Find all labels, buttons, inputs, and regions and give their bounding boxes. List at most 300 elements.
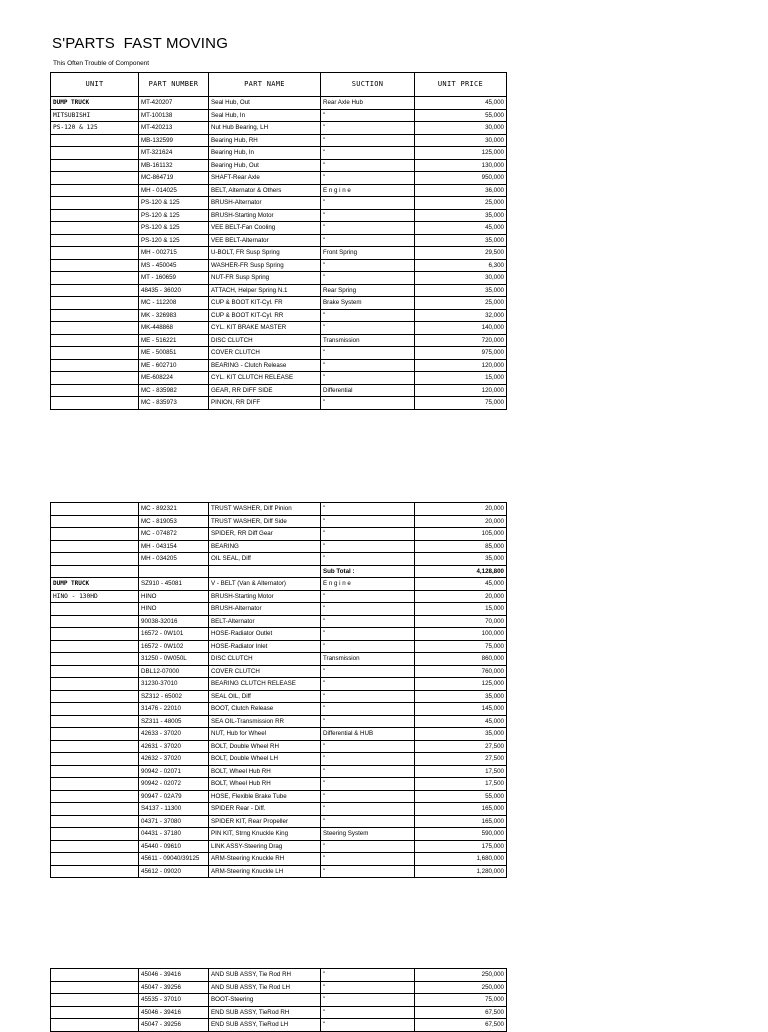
cell-unit-price: 145,000	[415, 703, 507, 716]
cell-unit-price: 35,000	[415, 728, 507, 741]
cell-part-number: 31476 - 22010	[139, 703, 209, 716]
cell-unit-price: 105,000	[415, 528, 507, 541]
cell-part-number: 45047 - 39256	[139, 981, 209, 994]
cell-unit: DUMP TRUCK	[51, 578, 139, 591]
cell-part-number: PS-120 & 125	[139, 197, 209, 210]
cell-unit	[51, 347, 139, 360]
cell-unit	[51, 247, 139, 260]
cell-unit-price: 67,500	[415, 1006, 507, 1019]
table-row	[51, 159, 507, 172]
cell-part-number: 45440 - 09610	[139, 840, 209, 853]
page-title: S'PARTS FAST MOVING	[52, 35, 229, 52]
col-header-unit: UNIT	[51, 73, 139, 97]
cell-unit	[51, 234, 139, 247]
cell-part-number: MC - 835982	[139, 384, 209, 397]
cell-suction: "	[321, 740, 415, 753]
table-row	[51, 969, 507, 982]
cell-suction: "	[321, 222, 415, 235]
cell-part-name: CUP & BOOT KIT-Cyl. FR	[209, 297, 321, 310]
cell-unit	[51, 728, 139, 741]
table-row	[51, 828, 507, 841]
cell-unit	[51, 222, 139, 235]
table-row	[51, 184, 507, 197]
cell-part-name: DISC CLUTCH	[209, 334, 321, 347]
table-row	[51, 603, 507, 616]
table-row	[51, 372, 507, 385]
cell-part-number: ME - 516221	[139, 334, 209, 347]
table-row	[51, 703, 507, 716]
cell-suction: "	[321, 147, 415, 160]
cell-suction: "	[321, 397, 415, 410]
cell-suction: "	[321, 590, 415, 603]
cell-unit-price: 30,000	[415, 122, 507, 135]
cell-part-number: MH - 034205	[139, 553, 209, 566]
cell-suction: "	[321, 678, 415, 691]
cell-part-number: MS - 450045	[139, 259, 209, 272]
table-row	[51, 147, 507, 160]
subtotal-value: 4,128,800	[415, 565, 507, 578]
table-row	[51, 359, 507, 372]
cell-part-name: CYL. KIT CLUTCH RELEASE	[209, 372, 321, 385]
cell-part-name: CUP & BOOT KIT-Cyl. RR	[209, 309, 321, 322]
cell-unit-price: 590,000	[415, 828, 507, 841]
cell-unit-price: 125,000	[415, 147, 507, 160]
cell-suction: "	[321, 815, 415, 828]
cell-part-number: MT-420213	[139, 122, 209, 135]
table-row	[51, 1006, 507, 1019]
cell-part-name	[209, 565, 321, 578]
cell-unit-price: 30,000	[415, 134, 507, 147]
cell-unit-price: 125,000	[415, 678, 507, 691]
cell-part-name: BOOT, Clutch Release	[209, 703, 321, 716]
cell-suction: "	[321, 1019, 415, 1032]
table-row	[51, 272, 507, 285]
cell-suction: "	[321, 122, 415, 135]
cell-suction: "	[321, 347, 415, 360]
cell-unit	[51, 640, 139, 653]
cell-part-name: SPIDER Rear - Diff.	[209, 803, 321, 816]
cell-part-name: VEE BELT-Fan Cooling	[209, 222, 321, 235]
cell-unit	[51, 209, 139, 222]
cell-part-number: MH - 043154	[139, 540, 209, 553]
cell-unit	[51, 678, 139, 691]
cell-unit	[51, 690, 139, 703]
table-row	[51, 690, 507, 703]
cell-suction: Brake System	[321, 297, 415, 310]
cell-unit	[51, 397, 139, 410]
cell-part-name: BOLT, Wheel Hub RH	[209, 778, 321, 791]
cell-unit-price: 165,000	[415, 803, 507, 816]
cell-part-name: HOSE-Radiator Outlet	[209, 628, 321, 641]
cell-part-name: OIL SEAL, Diff	[209, 553, 321, 566]
cell-unit-price: 20,000	[415, 503, 507, 516]
cell-part-name: ARM-Steering Knuckle RH	[209, 853, 321, 866]
table-row	[51, 753, 507, 766]
cell-unit-price: 100,000	[415, 628, 507, 641]
cell-unit-price: 15,000	[415, 372, 507, 385]
cell-suction: "	[321, 615, 415, 628]
cell-unit-price: 250,000	[415, 969, 507, 982]
cell-suction: "	[321, 159, 415, 172]
cell-part-number: MH - 002715	[139, 247, 209, 260]
cell-unit	[51, 853, 139, 866]
cell-unit	[51, 159, 139, 172]
cell-unit	[51, 753, 139, 766]
cell-part-name: PIN KIT, Strng Knuckle King	[209, 828, 321, 841]
cell-suction: "	[321, 865, 415, 878]
cell-part-name: BEARING - Clutch Release	[209, 359, 321, 372]
cell-part-number: MK-448868	[139, 322, 209, 335]
cell-suction: "	[321, 790, 415, 803]
cell-part-name: Nut Hub Bearing, LH	[209, 122, 321, 135]
cell-unit	[51, 969, 139, 982]
cell-suction: "	[321, 969, 415, 982]
cell-part-number: MK - 326983	[139, 309, 209, 322]
cell-unit-price: 130,000	[415, 159, 507, 172]
table-row	[51, 222, 507, 235]
cell-part-number: ME - 602710	[139, 359, 209, 372]
cell-part-number: MT-100138	[139, 109, 209, 122]
cell-unit	[51, 172, 139, 185]
table-row	[51, 503, 507, 516]
cell-unit-price: 120,000	[415, 359, 507, 372]
cell-suction: "	[321, 553, 415, 566]
cell-part-name: CYL. KIT BRAKE MASTER	[209, 322, 321, 335]
cell-suction: "	[321, 703, 415, 716]
cell-suction: Rear Spring	[321, 284, 415, 297]
table-row	[51, 853, 507, 866]
cell-unit-price: 975,000	[415, 347, 507, 360]
cell-unit-price: 175,000	[415, 840, 507, 853]
cell-suction: "	[321, 1006, 415, 1019]
table-row	[51, 528, 507, 541]
cell-unit	[51, 503, 139, 516]
cell-unit-price: 35,000	[415, 234, 507, 247]
cell-part-name: COVER CLUTCH	[209, 665, 321, 678]
cell-suction: "	[321, 690, 415, 703]
cell-unit-price: 720,000	[415, 334, 507, 347]
cell-part-name: BOOT-Steering	[209, 994, 321, 1007]
cell-part-name: Seal Hub, In	[209, 109, 321, 122]
cell-part-number: DBL12-07000	[139, 665, 209, 678]
table-row	[51, 815, 507, 828]
cell-part-number: 45046 - 39416	[139, 969, 209, 982]
cell-suction: "	[321, 640, 415, 653]
cell-unit-price: 35,000	[415, 553, 507, 566]
cell-unit	[51, 565, 139, 578]
parts-table-2	[50, 502, 507, 878]
table-row	[51, 715, 507, 728]
cell-part-name: BOLT, Wheel Hub RH	[209, 765, 321, 778]
cell-unit	[51, 981, 139, 994]
cell-suction: "	[321, 134, 415, 147]
cell-unit	[51, 359, 139, 372]
cell-unit	[51, 197, 139, 210]
cell-part-number: 31250 - 0W050L	[139, 653, 209, 666]
table-row	[51, 347, 507, 360]
cell-suction: "	[321, 753, 415, 766]
cell-part-name: SEAL OIL, Diff	[209, 690, 321, 703]
cell-unit-price: 85,000	[415, 540, 507, 553]
cell-part-name: NUT, Hub for Wheel	[209, 728, 321, 741]
cell-part-number: 45611 - 09040/39125	[139, 853, 209, 866]
cell-unit-price: 45,000	[415, 222, 507, 235]
cell-part-name: BRUSH-Alternator	[209, 197, 321, 210]
cell-part-number: 90942 - 02071	[139, 765, 209, 778]
table-row	[51, 615, 507, 628]
cell-unit-price: 17,500	[415, 778, 507, 791]
cell-unit	[51, 259, 139, 272]
cell-suction: "	[321, 503, 415, 516]
cell-unit-price: 70,000	[415, 615, 507, 628]
cell-unit	[51, 803, 139, 816]
cell-part-number: MC - 835973	[139, 397, 209, 410]
cell-part-name: SHAFT-Rear Axle	[209, 172, 321, 185]
cell-part-number: 42631 - 37020	[139, 740, 209, 753]
cell-unit-price: 45,000	[415, 97, 507, 110]
cell-unit: MITSUBISHI	[51, 109, 139, 122]
cell-suction: "	[321, 715, 415, 728]
cell-unit-price: 760,000	[415, 665, 507, 678]
cell-part-number: MB-161132	[139, 159, 209, 172]
cell-suction: "	[321, 853, 415, 866]
parts-table-3	[50, 968, 507, 1032]
cell-part-number: MT - 160659	[139, 272, 209, 285]
cell-unit	[51, 603, 139, 616]
cell-unit	[51, 322, 139, 335]
cell-part-number: 90038-32016	[139, 615, 209, 628]
cell-suction: Front Spring	[321, 247, 415, 260]
cell-unit-price: 20,000	[415, 590, 507, 603]
cell-part-name: BELT-Alternator	[209, 615, 321, 628]
cell-suction: "	[321, 528, 415, 541]
table-row	[51, 678, 507, 691]
cell-part-name: SPIDER KIT, Rear Propeller	[209, 815, 321, 828]
table-row	[51, 728, 507, 741]
cell-suction: Transmission	[321, 653, 415, 666]
cell-unit-price: 29,500	[415, 247, 507, 260]
cell-part-number: SZ312 - 65002	[139, 690, 209, 703]
table-row	[51, 297, 507, 310]
cell-unit-price: 75,000	[415, 640, 507, 653]
cell-part-name: Seal Hub, Out	[209, 97, 321, 110]
cell-part-name: Bearing Hub, Out	[209, 159, 321, 172]
cell-part-name: BRUSH-Starting Motor	[209, 590, 321, 603]
cell-part-number: SZ311 - 48005	[139, 715, 209, 728]
cell-part-name: BEARING	[209, 540, 321, 553]
table-row	[51, 553, 507, 566]
cell-unit	[51, 134, 139, 147]
col-header-suction: SUCTION	[321, 73, 415, 97]
cell-unit	[51, 778, 139, 791]
cell-part-name: V - BELT (Van & Alternator)	[209, 578, 321, 591]
cell-unit	[51, 865, 139, 878]
cell-part-number: HINO	[139, 603, 209, 616]
cell-unit: DUMP TRUCK	[51, 97, 139, 110]
cell-part-name: AND SUB ASSY, Tie Rod RH	[209, 969, 321, 982]
cell-part-name: BRUSH-Alternator	[209, 603, 321, 616]
cell-part-name: U-BOLT, FR Susp Spring	[209, 247, 321, 260]
cell-unit	[51, 615, 139, 628]
cell-part-number: MB-132599	[139, 134, 209, 147]
cell-part-number: MC - 112208	[139, 297, 209, 310]
cell-part-name: SEA OIL-Transmission RR	[209, 715, 321, 728]
cell-part-number: 45046 - 39416	[139, 1006, 209, 1019]
table-header-row	[51, 73, 507, 97]
cell-unit-price: 45,000	[415, 715, 507, 728]
table-row	[51, 122, 507, 135]
cell-part-name: PINION, RR DIFF	[209, 397, 321, 410]
cell-unit	[51, 703, 139, 716]
table-row	[51, 640, 507, 653]
cell-unit: HINO - 130HD	[51, 590, 139, 603]
table-row	[51, 384, 507, 397]
cell-part-number: 42632 - 37020	[139, 753, 209, 766]
cell-unit	[51, 147, 139, 160]
cell-unit	[51, 653, 139, 666]
cell-unit	[51, 790, 139, 803]
cell-suction: "	[321, 372, 415, 385]
cell-suction: "	[321, 209, 415, 222]
table-row	[51, 590, 507, 603]
cell-suction: "	[321, 172, 415, 185]
table-row	[51, 234, 507, 247]
cell-unit-price: 55,000	[415, 790, 507, 803]
cell-part-number: PS-120 & 125	[139, 209, 209, 222]
table-row	[51, 109, 507, 122]
table-row	[51, 1019, 507, 1032]
cell-part-number: 31230-37010	[139, 678, 209, 691]
cell-unit	[51, 540, 139, 553]
cell-unit-price: 15,000	[415, 603, 507, 616]
cell-part-number: 48435 - 36020	[139, 284, 209, 297]
cell-part-number: 45612 - 09020	[139, 865, 209, 878]
cell-suction: Differential	[321, 384, 415, 397]
cell-suction: Rear Axle Hub	[321, 97, 415, 110]
cell-unit	[51, 1006, 139, 1019]
cell-part-number: MC-864719	[139, 172, 209, 185]
cell-part-name: HOSE-Radiator Inlet	[209, 640, 321, 653]
cell-part-number: 16572 - 0W101	[139, 628, 209, 641]
cell-part-name: GEAR, RR DIFF SIDE	[209, 384, 321, 397]
cell-part-name: NUT-FR Susp Spring	[209, 272, 321, 285]
cell-part-number: 42633 - 37020	[139, 728, 209, 741]
cell-part-name: BEARING CLUTCH RELEASE	[209, 678, 321, 691]
cell-part-number: ME - 500851	[139, 347, 209, 360]
cell-suction: "	[321, 765, 415, 778]
cell-unit	[51, 515, 139, 528]
cell-part-name: BOLT, Double Wheel LH	[209, 753, 321, 766]
cell-unit-price: 860,000	[415, 653, 507, 666]
cell-unit-price: 35,000	[415, 690, 507, 703]
cell-part-name: SPIDER, RR Diff Gear	[209, 528, 321, 541]
cell-part-number: PS-120 & 125	[139, 222, 209, 235]
cell-unit	[51, 372, 139, 385]
col-header-unit-price: UNIT PRICE	[415, 73, 507, 97]
cell-part-name: ARM-Steering Knuckle LH	[209, 865, 321, 878]
table-row	[51, 247, 507, 260]
cell-part-name: DISC CLUTCH	[209, 653, 321, 666]
cell-suction: "	[321, 109, 415, 122]
cell-part-name: COVER CLUTCH	[209, 347, 321, 360]
table-row	[51, 778, 507, 791]
table-row	[51, 209, 507, 222]
cell-part-name: Bearing Hub, In	[209, 147, 321, 160]
cell-suction: "	[321, 994, 415, 1007]
cell-part-number: PS-120 & 125	[139, 234, 209, 247]
cell-unit-price: 17,500	[415, 765, 507, 778]
subtotal-label: Sub Total :	[321, 565, 415, 578]
cell-unit	[51, 665, 139, 678]
table-row	[51, 840, 507, 853]
cell-unit-price: 120,000	[415, 384, 507, 397]
cell-unit-price: 165,000	[415, 815, 507, 828]
cell-suction: "	[321, 778, 415, 791]
cell-part-number: HINO	[139, 590, 209, 603]
table-row	[51, 981, 507, 994]
cell-part-name: TRUST WASHER, Diff Side	[209, 515, 321, 528]
cell-unit	[51, 184, 139, 197]
cell-suction: "	[321, 603, 415, 616]
cell-part-number: MC - 074872	[139, 528, 209, 541]
cell-unit	[51, 553, 139, 566]
cell-part-name: AND SUB ASSY, Tie Rod LH	[209, 981, 321, 994]
cell-suction: "	[321, 665, 415, 678]
page-subtitle: This Often Trouble of Component	[53, 60, 150, 67]
cell-suction: E n g i n e	[321, 578, 415, 591]
col-header-part-number: PART NUMBER	[139, 73, 209, 97]
cell-suction: "	[321, 803, 415, 816]
cell-suction: "	[321, 359, 415, 372]
cell-part-name: END SUB ASSY, TieRod RH	[209, 1006, 321, 1019]
table-row	[51, 259, 507, 272]
cell-part-number	[139, 565, 209, 578]
cell-suction: "	[321, 197, 415, 210]
table-row	[51, 309, 507, 322]
table-row	[51, 97, 507, 110]
cell-part-number: MT-321624	[139, 147, 209, 160]
cell-unit-price: 950,000	[415, 172, 507, 185]
cell-part-name: BRUSH-Starting Motor	[209, 209, 321, 222]
cell-unit-price: 25,000	[415, 197, 507, 210]
cell-unit-price: 45,000	[415, 578, 507, 591]
cell-unit	[51, 740, 139, 753]
col-header-part-name: PART NAME	[209, 73, 321, 97]
cell-unit-price: 6,300	[415, 259, 507, 272]
cell-unit	[51, 765, 139, 778]
cell-part-number: SZ910 - 45081	[139, 578, 209, 591]
cell-part-name: ATTACH, Helper Spring N.1	[209, 284, 321, 297]
cell-suction: "	[321, 234, 415, 247]
cell-part-number: S4137 - 11300	[139, 803, 209, 816]
cell-unit	[51, 297, 139, 310]
cell-part-name: TRUST WASHER, Diff Pinion	[209, 503, 321, 516]
table-row	[51, 134, 507, 147]
cell-unit	[51, 994, 139, 1007]
table-row	[51, 665, 507, 678]
table-row	[51, 790, 507, 803]
cell-unit-price: 75,000	[415, 397, 507, 410]
subtotal-row	[51, 565, 507, 578]
cell-unit	[51, 715, 139, 728]
cell-suction: Transmission	[321, 334, 415, 347]
cell-unit	[51, 828, 139, 841]
table-row	[51, 172, 507, 185]
cell-unit-price: 35,000	[415, 209, 507, 222]
parts-table-1	[50, 72, 507, 410]
cell-unit-price: 1,680,000	[415, 853, 507, 866]
cell-suction: "	[321, 981, 415, 994]
